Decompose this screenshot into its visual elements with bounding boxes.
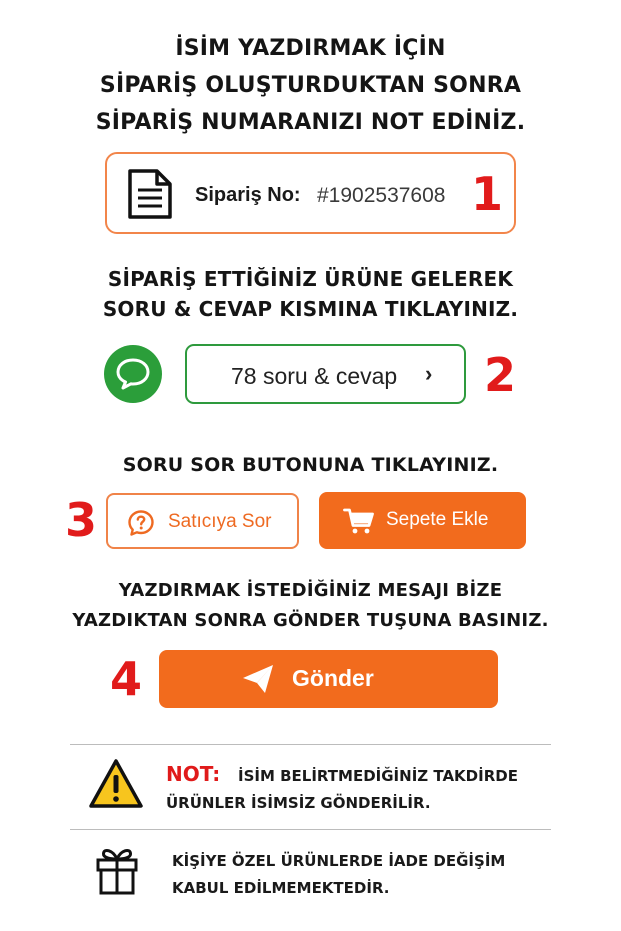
gift-icon [95,846,139,896]
step2-heading [0,264,621,324]
divider [70,829,551,830]
note-text-line: İSİM BELİRTMEDİĞİNİZ TAKDİRDE [238,767,518,785]
paper-plane-icon [241,663,275,695]
step1-heading-line: İSİM YAZDIRMAK İÇİN [175,36,446,61]
divider [70,744,551,745]
order-number-value: #1902537608 [317,184,446,207]
order-number-label: Sipariş No: [195,184,301,206]
add-to-cart-label: Sepete Ekle [386,509,489,530]
step1-heading-line: SİPARİŞ NUMARANIZI NOT EDİNİZ. [95,110,526,135]
step2-heading-line: SORU & CEVAP KISMINA TIKLAYINIZ. [102,297,519,321]
document-icon [127,168,173,220]
qa-button-label: 78 soru & cevap [231,363,398,389]
shopping-cart-icon [343,507,375,535]
send-button[interactable] [159,650,498,708]
ask-seller-label: Satıcıya Sor [168,511,272,532]
step2-heading-line: SİPARİŞ ETTİĞİNİZ ÜRÜNE GELEREK [107,267,514,291]
gift-note-line: KİŞİYE ÖZEL ÜRÜNLERDE İADE DEĞİŞİM [172,852,506,870]
warning-icon [88,758,144,810]
step4-heading-line: YAZDIRMAK İSTEDİĞİNİZ MESAJI BİZE [118,580,503,601]
step3-heading-line: SORU SOR BUTONUNA TIKLAYINIZ. [122,454,499,476]
add-to-cart-button[interactable] [319,492,526,549]
question-bubble-icon [127,509,155,537]
step4-heading-line: YAZDIKTAN SONRA GÖNDER TUŞUNA BASINIZ. [72,610,549,631]
chat-bubble-glyph [115,357,151,391]
step-number-4: 4 [110,652,143,706]
note-text-line: ÜRÜNLER İSİMSİZ GÖNDERİLİR. [166,794,431,812]
step1-heading [0,30,621,141]
chat-bubble-icon [104,345,162,403]
step3-heading [0,450,621,480]
step4-heading [0,576,621,636]
order-number-box [105,152,516,234]
note-label: NOT: [166,762,221,786]
step-number-3: 3 [65,493,98,547]
step1-heading-line: SİPARİŞ OLUŞTURDUKTAN SONRA [99,73,522,98]
send-button-label: Gönder [292,665,374,691]
step-number-1: 1 [471,167,504,221]
step-number-2: 2 [484,348,517,402]
ask-seller-button[interactable] [106,493,299,549]
qa-button[interactable] [185,344,466,404]
gift-note-line: KABUL EDİLMEMEKTEDİR. [172,879,390,897]
chevron-right-icon: › [425,361,433,386]
